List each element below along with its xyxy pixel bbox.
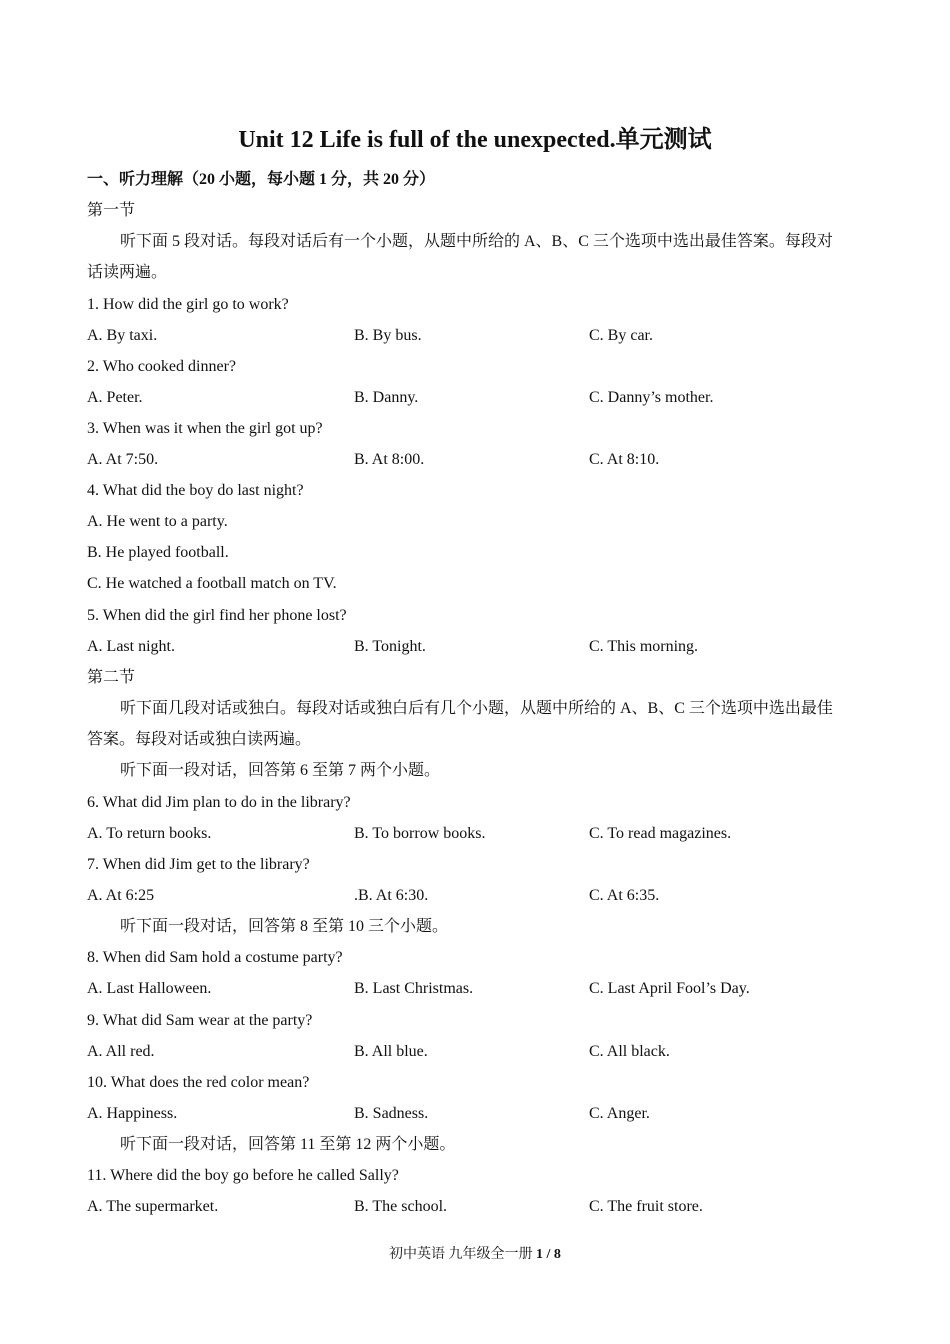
- option-a: A. Peter.: [87, 389, 143, 406]
- option-b: B. Tonight.: [354, 638, 426, 655]
- option-b: B. All blue.: [354, 1043, 428, 1060]
- option-c: C. Anger.: [589, 1105, 650, 1122]
- question-stem: 4. What did the boy do last night?: [87, 482, 304, 499]
- option-c: C. He watched a football match on TV.: [87, 575, 337, 592]
- instruction-text: 话读两遍。: [87, 264, 168, 281]
- part-label: 第一节: [87, 202, 136, 219]
- dialog-intro: 听下面一段对话，回答第 6 至第 7 两个小题。: [120, 762, 441, 779]
- option-b: B. Danny.: [354, 389, 419, 406]
- option-c: C. Last April Fool’s Day.: [589, 980, 750, 997]
- option-c: C. All black.: [589, 1043, 670, 1060]
- option-c: C. By car.: [589, 327, 653, 344]
- option-a: A. At 7:50.: [87, 451, 159, 468]
- option-b: B. At 8:00.: [354, 451, 425, 468]
- question-stem: 5. When did the girl find her phone lost?: [87, 607, 347, 624]
- page-title: Unit 12 Life is full of the unexpected.单元测试: [238, 127, 712, 153]
- option-b: B. By bus.: [354, 327, 422, 344]
- option-c: C. The fruit store.: [589, 1198, 703, 1215]
- part-label: 第二节: [87, 669, 136, 686]
- footer-text: 初中英语 九年级全一册: [389, 1247, 533, 1262]
- option-c: C. This morning.: [589, 638, 699, 655]
- option-a: A. At 6:25: [87, 887, 155, 904]
- dialog-intro: 听下面一段对话，回答第 11 至第 12 两个小题。: [120, 1136, 456, 1153]
- option-a: A. The supermarket.: [87, 1198, 219, 1215]
- question-stem: 3. When was it when the girl got up?: [87, 420, 323, 437]
- option-a: A. By taxi.: [87, 327, 158, 344]
- instruction-text: 听下面 5 段对话。每段对话后有一个小题，从题中所给的 A、B、C 三个选项中选出最佳答案。每段对: [120, 233, 833, 250]
- dialog-intro: 听下面一段对话，回答第 8 至第 10 三个小题。: [120, 918, 449, 935]
- option-a: A. Happiness.: [87, 1105, 178, 1122]
- option-c: C. Danny’s mother.: [589, 389, 714, 406]
- option-b: .B. At 6:30.: [354, 887, 429, 904]
- question-stem: 2. Who cooked dinner?: [87, 358, 236, 375]
- option-b: B. Last Christmas.: [354, 980, 474, 997]
- question-stem: 11. Where did the boy go before he called Sally?: [87, 1167, 399, 1184]
- question-stem: 7. When did Jim get to the library?: [87, 856, 310, 873]
- page-footer: [0, 1245, 950, 1265]
- option-c: C. At 8:10.: [589, 451, 660, 468]
- option-a: A. To return books.: [87, 825, 212, 842]
- instruction-text: 答案。每段对话或独白读两遍。: [87, 731, 312, 748]
- option-b: B. To borrow books.: [354, 825, 486, 842]
- option-a: A. Last night.: [87, 638, 175, 655]
- instruction-text: 听下面几段对话或独白。每段对话或独白后有几个小题，从题中所给的 A、B、C 三个选项中选出最佳: [120, 700, 833, 717]
- option-a: A. All red.: [87, 1043, 155, 1060]
- option-a: A. He went to a party.: [87, 513, 228, 530]
- option-b: B. Sadness.: [354, 1105, 429, 1122]
- option-a: A. Last Halloween.: [87, 980, 212, 997]
- question-stem: 8. When did Sam hold a costume party?: [87, 949, 343, 966]
- option-b: B. He played football.: [87, 544, 229, 561]
- page-number: 1 / 8: [536, 1247, 561, 1262]
- question-stem: 9. What did Sam wear at the party?: [87, 1012, 313, 1029]
- option-c: C. At 6:35.: [589, 887, 660, 904]
- option-b: B. The school.: [354, 1198, 448, 1215]
- question-stem: 6. What did Jim plan to do in the library?: [87, 794, 351, 811]
- section-heading: 一、听力理解（20 小题，每小题 1 分，共 20 分）: [87, 171, 436, 188]
- question-stem: 1. How did the girl go to work?: [87, 296, 289, 313]
- option-c: C. To read magazines.: [589, 825, 732, 842]
- question-stem: 10. What does the red color mean?: [87, 1074, 310, 1091]
